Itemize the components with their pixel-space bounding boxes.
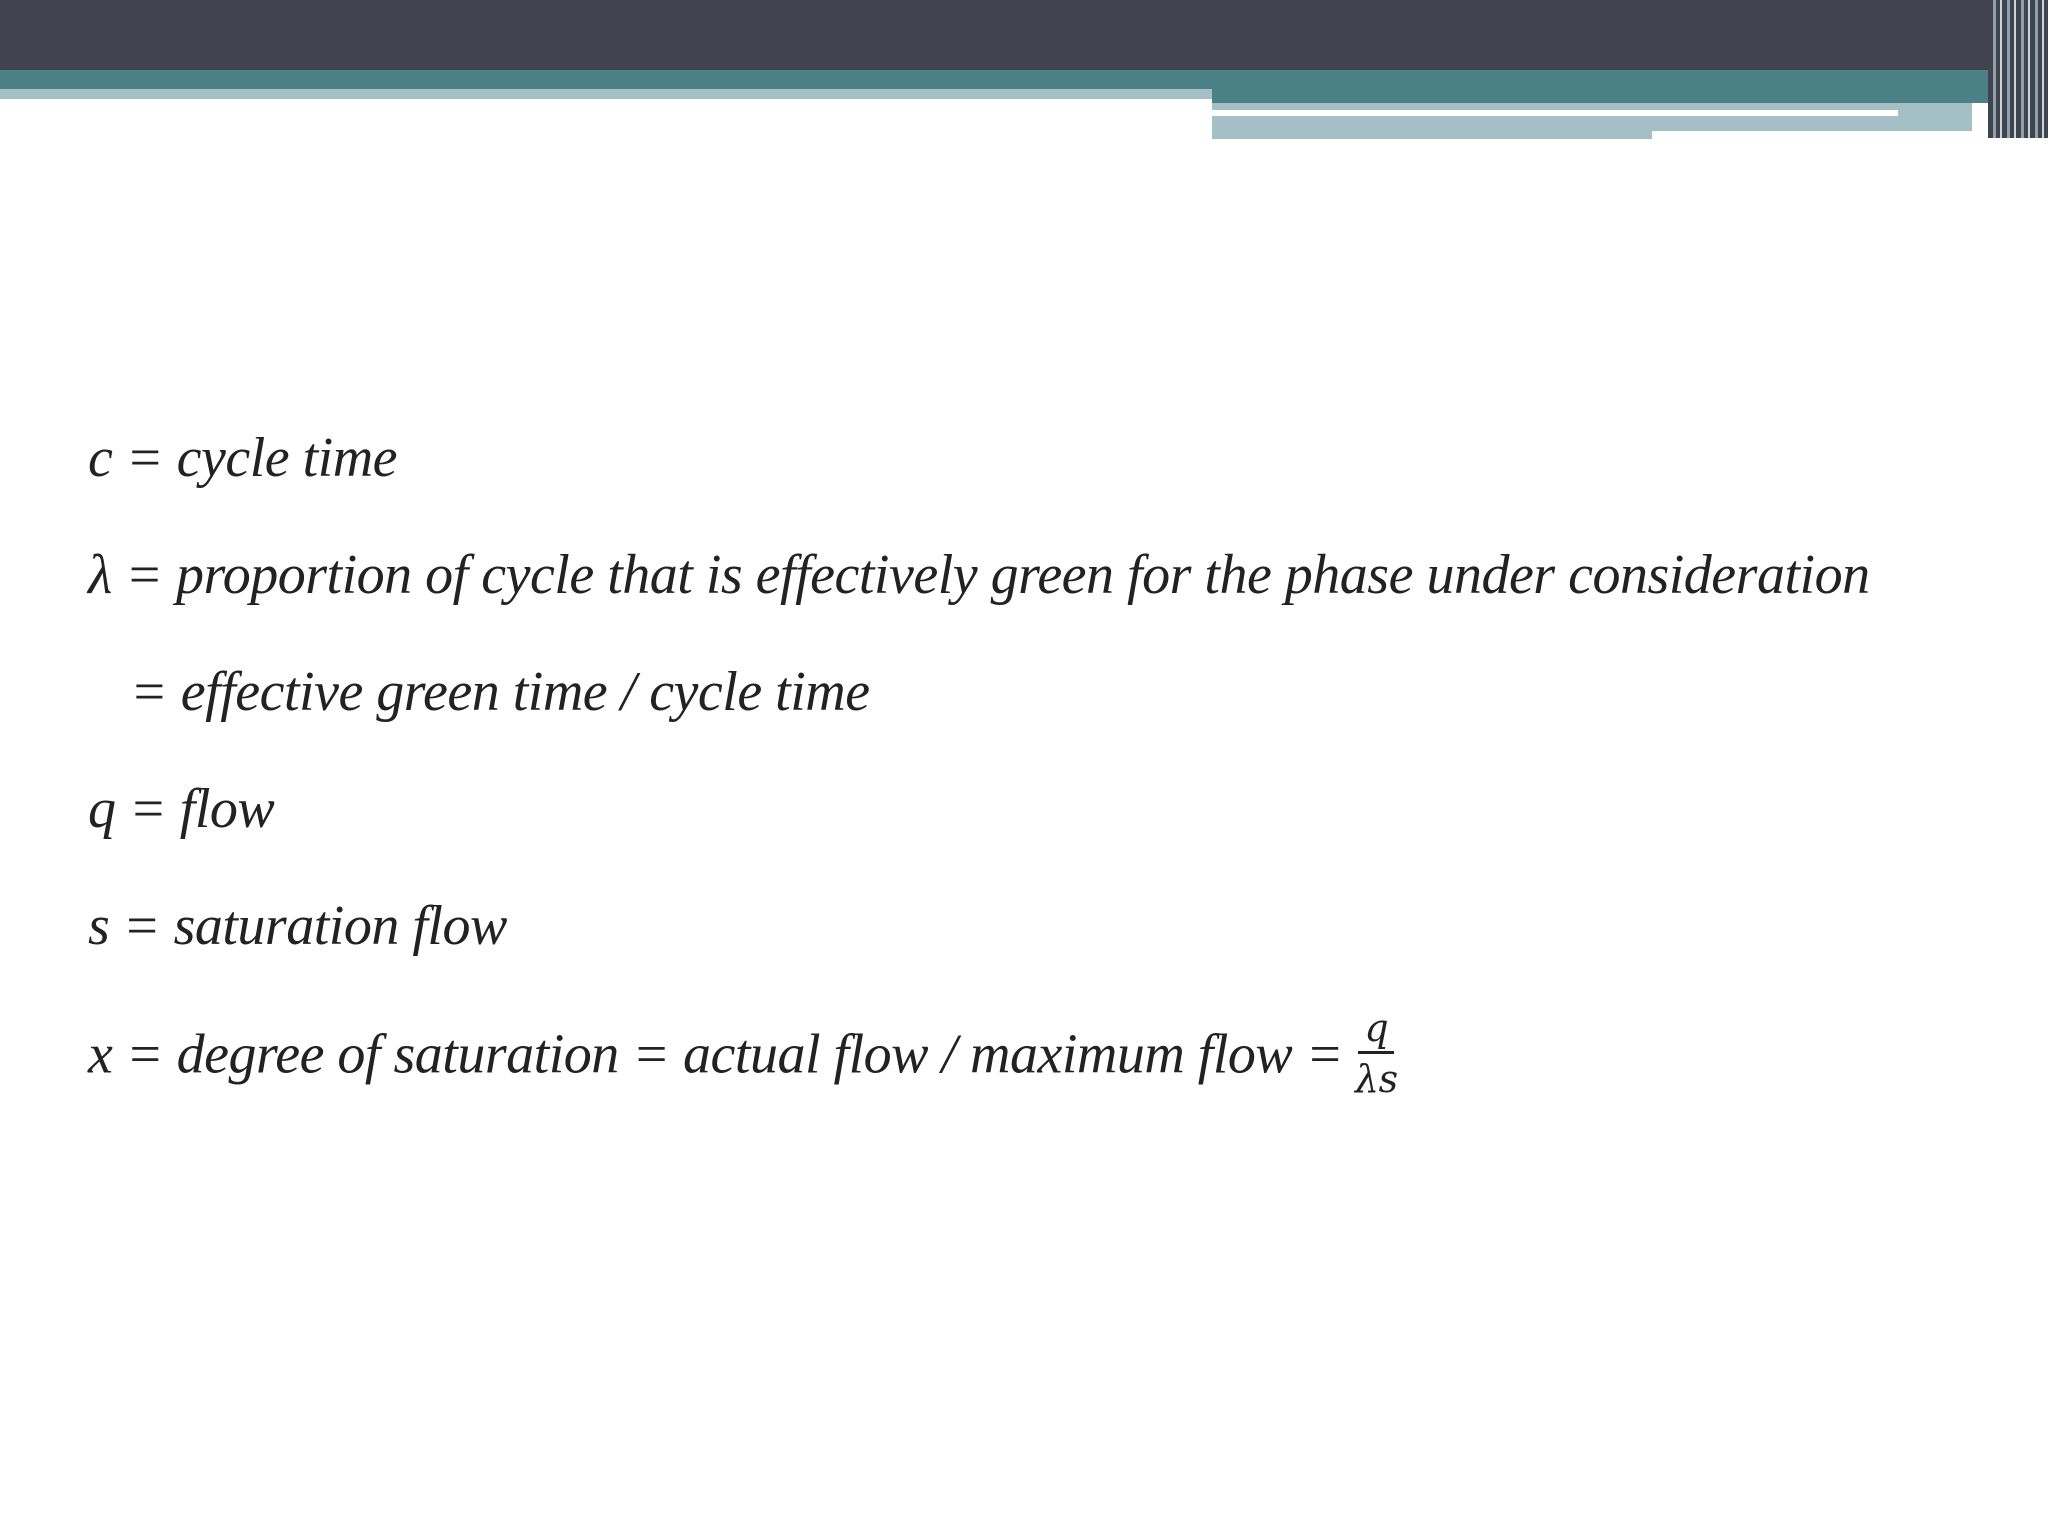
definition-cycle-time: c = cycle time xyxy=(88,427,398,489)
header-band-pale-left xyxy=(0,89,1212,99)
header-band-white-notch xyxy=(1652,131,2012,141)
header-band-teal-right xyxy=(1212,89,2048,103)
definition-saturation-flow: s = saturation flow xyxy=(88,895,507,957)
fraction-denominator: λs xyxy=(1355,1057,1398,1101)
definition-flow: q = flow xyxy=(88,778,275,840)
header-band-teal xyxy=(0,70,2048,89)
header-band-dark xyxy=(0,0,2048,70)
definition-lambda-continued: = effective green time / cycle time xyxy=(130,661,870,723)
saturation-fraction xyxy=(1351,1006,1402,1101)
header-stripes xyxy=(1988,0,2048,138)
fraction-numerator: q xyxy=(1358,1009,1394,1054)
definition-degree-of-saturation xyxy=(88,1006,2018,1145)
definitions-list xyxy=(88,427,2018,1145)
degree-of-saturation-text: x = degree of saturation = actual flow / maximum flow = xyxy=(88,1023,1344,1086)
definition-lambda: λ = proportion of cycle that is effectively green for the phase under consideration xyxy=(88,544,1870,606)
header-band-white-line xyxy=(1212,110,1898,116)
